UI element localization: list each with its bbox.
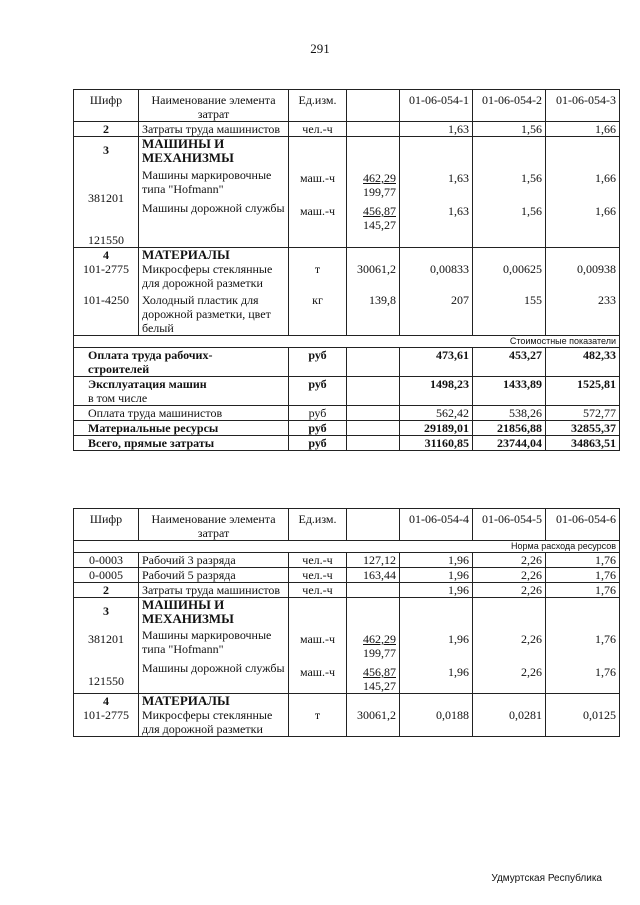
row-value-2: 2,26 xyxy=(521,665,542,679)
row-value-2: 1,56 xyxy=(521,204,542,218)
row-name: Машины маркировочные типа "Hofmann" xyxy=(142,168,272,196)
table-header-row xyxy=(74,509,620,541)
table-row xyxy=(74,348,620,377)
row-value-1: 1,96 xyxy=(400,568,473,583)
row-value-2: 1,56 xyxy=(473,122,546,137)
row-price xyxy=(347,348,400,377)
row-name: Рабочий 5 разряда xyxy=(139,568,289,583)
row-name: Оплата труда рабочих-строителей xyxy=(74,348,289,377)
section-code xyxy=(74,137,139,248)
table-row xyxy=(74,553,620,568)
header-price xyxy=(347,509,400,541)
section-units xyxy=(289,694,347,737)
section-values-2 xyxy=(473,248,546,336)
section-title: МАТЕРИАЛЫ xyxy=(142,247,230,262)
row-unit: т xyxy=(314,262,321,276)
row-value-1: 0,0188 xyxy=(436,708,469,722)
row-value-2: 0,00625 xyxy=(503,262,542,276)
row-value-1: 562,42 xyxy=(400,406,473,421)
section-row xyxy=(74,694,620,737)
row-unit: чел.-ч xyxy=(289,553,347,568)
section-values-1 xyxy=(400,137,473,248)
section-values-1 xyxy=(400,694,473,737)
row-value-1: 1,96 xyxy=(448,665,469,679)
section-units xyxy=(289,598,347,694)
row-unit: руб xyxy=(289,421,347,436)
row-price xyxy=(347,377,400,406)
footer-region: Удмуртская Республика xyxy=(491,873,602,884)
row-price: 127,12 xyxy=(347,553,400,568)
header-col1: 01-06-054-1 xyxy=(400,90,473,122)
price-bottom: 145,27 xyxy=(363,218,396,232)
row-value-2: 2,26 xyxy=(473,568,546,583)
row-value-3: 1525,81 xyxy=(546,377,620,406)
header-col2: 01-06-054-5 xyxy=(473,509,546,541)
row-code: 381201 xyxy=(88,632,124,646)
row-unit: маш.-ч xyxy=(299,665,336,679)
row-name: Микросферы стеклянные для дорожной разметки xyxy=(142,262,273,290)
price-bottom: 199,77 xyxy=(363,646,396,660)
cost-section-label: Стоимостные показатели xyxy=(74,336,620,348)
row-value-3: 1,76 xyxy=(595,632,616,646)
row-value-3: 1,66 xyxy=(595,171,616,185)
section-values-2 xyxy=(473,694,546,737)
section-label-row xyxy=(74,541,620,553)
row-name xyxy=(74,377,289,406)
row-price: 163,44 xyxy=(347,568,400,583)
section-prices xyxy=(347,694,400,737)
row-unit: маш.-ч xyxy=(299,632,336,646)
row-value-2: 1,56 xyxy=(521,171,542,185)
section-prices xyxy=(347,248,400,336)
section-code-text: 4 xyxy=(103,694,109,708)
section-row xyxy=(74,137,620,248)
section-values-3 xyxy=(546,137,620,248)
table-row xyxy=(74,406,620,421)
section-prices xyxy=(347,598,400,694)
row-code: 381201 xyxy=(88,191,124,205)
price-top: 462,29 xyxy=(363,171,396,185)
row-value-3: 1,76 xyxy=(546,583,620,598)
row-value-1: 1,96 xyxy=(400,553,473,568)
row-value-1: 29189,01 xyxy=(400,421,473,436)
row-value-3: 0,0125 xyxy=(583,708,616,722)
row-unit: т xyxy=(314,708,321,722)
row-value-1: 1,63 xyxy=(448,171,469,185)
row-code: 121550 xyxy=(88,674,124,688)
table-row xyxy=(74,583,620,598)
section-names xyxy=(139,598,289,694)
row-value-3: 0,00938 xyxy=(577,262,616,276)
section-values-1 xyxy=(400,598,473,694)
resource-table-2 xyxy=(73,508,620,737)
row-name-main: Эксплуатация машин xyxy=(88,377,207,391)
section-names xyxy=(139,694,289,737)
row-value-1: 207 xyxy=(451,293,469,307)
row-price xyxy=(347,122,400,137)
price-top: 456,87 xyxy=(363,665,396,679)
row-value-2: 2,26 xyxy=(521,632,542,646)
row-name: Холодный пластик для дорожной разметки, цвет белый xyxy=(142,293,271,335)
row-value-3: 32855,37 xyxy=(546,421,620,436)
row-value-2: 538,26 xyxy=(473,406,546,421)
row-value-1: 1,96 xyxy=(400,583,473,598)
row-value-3: 1,76 xyxy=(595,665,616,679)
row-value-3: 233 xyxy=(598,293,616,307)
section-code-text: 4 xyxy=(103,248,109,262)
section-values-2 xyxy=(473,598,546,694)
header-code: Шифр xyxy=(74,509,139,541)
price-bottom: 199,77 xyxy=(363,185,396,199)
row-unit: чел.-ч xyxy=(289,583,347,598)
table-row xyxy=(74,568,620,583)
header-name: Наименование элемента затрат xyxy=(139,90,289,122)
row-code: 0-0005 xyxy=(74,568,139,583)
page-number: 291 xyxy=(310,41,330,56)
row-unit: маш.-ч xyxy=(299,204,336,218)
row-value-2: 21856,88 xyxy=(473,421,546,436)
row-value-1: 1498,23 xyxy=(400,377,473,406)
section-code xyxy=(74,598,139,694)
row-unit: руб xyxy=(289,436,347,451)
table-row xyxy=(74,421,620,436)
row-value-3: 1,66 xyxy=(546,122,620,137)
row-unit: чел.-ч xyxy=(289,568,347,583)
row-name: Оплата труда машинистов xyxy=(74,406,289,421)
section-values-3 xyxy=(546,598,620,694)
row-name: Затраты труда машинистов xyxy=(139,583,289,598)
row-code: 2 xyxy=(74,583,139,598)
section-title: МАТЕРИАЛЫ xyxy=(142,693,230,708)
table-row xyxy=(74,436,620,451)
header-col2: 01-06-054-2 xyxy=(473,90,546,122)
row-value-1: 1,63 xyxy=(448,204,469,218)
row-price xyxy=(347,583,400,598)
section-values-2 xyxy=(473,137,546,248)
header-code: Шифр xyxy=(74,90,139,122)
row-name-sub: в том числе xyxy=(88,391,148,405)
resource-table-1 xyxy=(73,89,620,451)
row-unit: кг xyxy=(312,293,323,307)
row-value-3: 34863,51 xyxy=(546,436,620,451)
section-code-text: 3 xyxy=(103,604,109,618)
row-value-1: 1,96 xyxy=(448,632,469,646)
row-value-1: 1,63 xyxy=(400,122,473,137)
row-code: 101-4250 xyxy=(83,293,129,307)
table-row xyxy=(74,377,620,406)
section-code-text: 3 xyxy=(103,143,109,157)
row-value-2: 0,0281 xyxy=(509,708,542,722)
row-value-2: 2,26 xyxy=(473,553,546,568)
section-units xyxy=(289,137,347,248)
row-name: Рабочий 3 разряда xyxy=(139,553,289,568)
section-names xyxy=(139,248,289,336)
section-names xyxy=(139,137,289,248)
row-value-1: 0,00833 xyxy=(430,262,469,276)
table-row xyxy=(74,122,620,137)
row-name: Машины маркировочные типа "Hofmann" xyxy=(142,628,272,656)
row-code: 101-2775 xyxy=(83,708,129,722)
row-unit: чел.-ч xyxy=(289,122,347,137)
row-name: Материальные ресурсы xyxy=(74,421,289,436)
row-value-2: 155 xyxy=(524,293,542,307)
header-col1: 01-06-054-4 xyxy=(400,509,473,541)
row-value-3: 1,66 xyxy=(595,204,616,218)
section-title: МАШИНЫ И МЕХАНИЗМЫ xyxy=(142,597,234,626)
section-row xyxy=(74,598,620,694)
price-top: 462,29 xyxy=(363,632,396,646)
price-bottom: 145,27 xyxy=(363,679,396,693)
row-price xyxy=(347,421,400,436)
row-name: Машины дорожной службы xyxy=(142,201,285,215)
section-row xyxy=(74,248,620,336)
row-value-2: 453,27 xyxy=(473,348,546,377)
section-title: МАШИНЫ И МЕХАНИЗМЫ xyxy=(142,136,234,165)
row-value-1: 31160,85 xyxy=(400,436,473,451)
row-unit: руб xyxy=(289,348,347,377)
row-code: 101-2775 xyxy=(83,262,129,276)
row-price xyxy=(347,436,400,451)
row-value-2: 23744,04 xyxy=(473,436,546,451)
row-price: 30061,2 xyxy=(357,262,396,276)
row-name: Микросферы стеклянные для дорожной разметки xyxy=(142,708,273,736)
row-name: Всего, прямые затраты xyxy=(74,436,289,451)
row-value-1: 473,61 xyxy=(400,348,473,377)
section-values-1 xyxy=(400,248,473,336)
row-name: Машины дорожной службы xyxy=(142,661,285,675)
row-value-3: 1,76 xyxy=(546,568,620,583)
section-code xyxy=(74,694,139,737)
row-value-2: 1433,89 xyxy=(473,377,546,406)
row-price: 139,8 xyxy=(369,293,396,307)
row-unit: руб xyxy=(289,406,347,421)
header-unit: Ед.изм. xyxy=(289,509,347,541)
row-price: 30061,2 xyxy=(357,708,396,722)
section-values-3 xyxy=(546,248,620,336)
row-code: 0-0003 xyxy=(74,553,139,568)
row-value-3: 572,77 xyxy=(546,406,620,421)
row-unit: маш.-ч xyxy=(299,171,336,185)
header-col3: 01-06-054-3 xyxy=(546,90,620,122)
table-header-row xyxy=(74,90,620,122)
row-name: Затраты труда машинистов xyxy=(139,122,289,137)
header-unit: Ед.изм. xyxy=(289,90,347,122)
section-units xyxy=(289,248,347,336)
header-price xyxy=(347,90,400,122)
section-label-row xyxy=(74,336,620,348)
section-code xyxy=(74,248,139,336)
row-code: 2 xyxy=(74,122,139,137)
row-code: 121550 xyxy=(88,233,124,247)
price-top: 456,87 xyxy=(363,204,396,218)
row-price xyxy=(347,406,400,421)
row-value-3: 1,76 xyxy=(546,553,620,568)
header-name: Наименование элемента затрат xyxy=(139,509,289,541)
section-prices xyxy=(347,137,400,248)
row-unit: руб xyxy=(289,377,347,406)
norm-section-label: Норма расхода ресурсов xyxy=(74,541,620,553)
header-col3: 01-06-054-6 xyxy=(546,509,620,541)
row-value-2: 2,26 xyxy=(473,583,546,598)
row-value-3: 482,33 xyxy=(546,348,620,377)
section-values-3 xyxy=(546,694,620,737)
